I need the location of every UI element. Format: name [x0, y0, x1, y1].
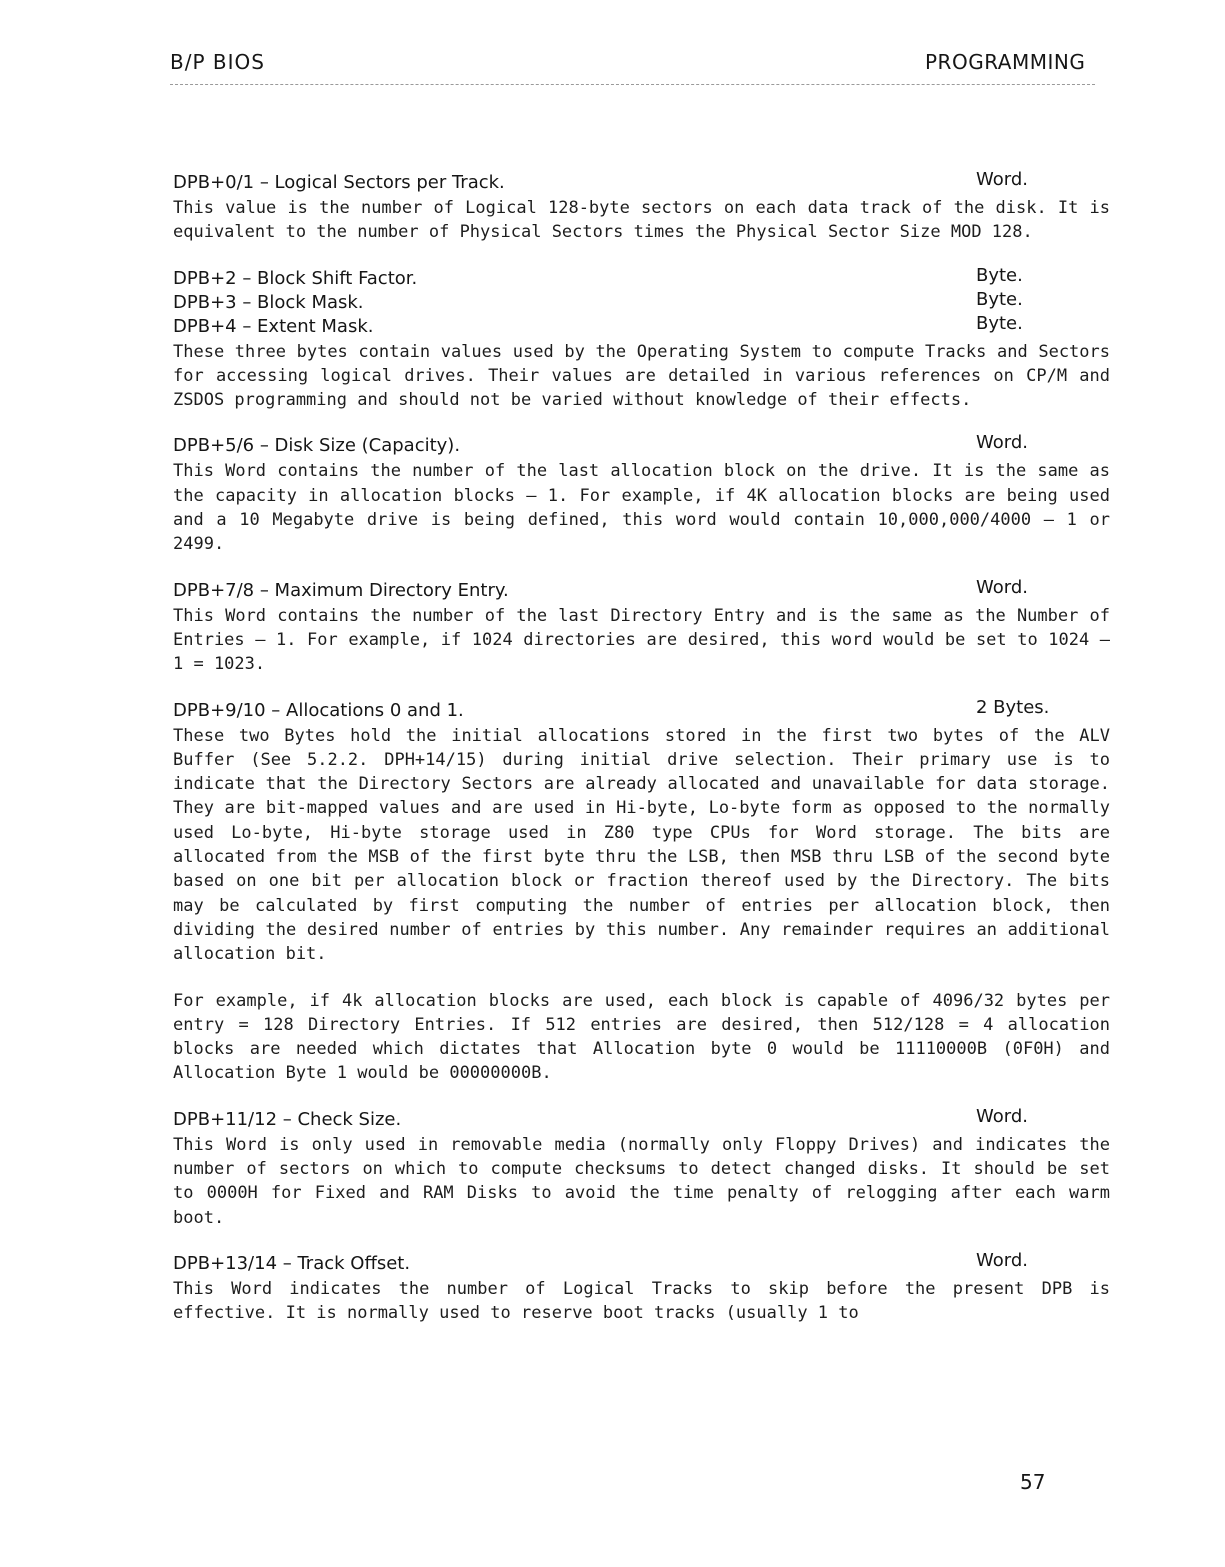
- body-paragraph: This value is the number of Logical 128-byte sectors on each data track of the disk. It is equivalent to the number of Physical Sectors times the Physical Sector Size MOD 128.: [173, 198, 1110, 243]
- entry-heading: [173, 696, 1110, 724]
- field-name: DPB+9/10 – Allocations 0 and 1.: [173, 699, 464, 721]
- dpb-entry: [173, 1105, 1110, 1230]
- entry-heading: [173, 432, 1110, 459]
- entry-heading: [173, 312, 1110, 340]
- field-name: DPB+13/14 – Track Offset.: [173, 1252, 411, 1274]
- field-size: Byte.: [976, 288, 1023, 310]
- running-header-right: PROGRAMMING: [925, 50, 1086, 74]
- field-size: Word.: [976, 576, 1028, 598]
- field-name: DPB+0/1 – Logical Sectors per Track.: [173, 172, 505, 193]
- field-name: DPB+7/8 – Maximum Directory Entry.: [173, 579, 509, 601]
- field-size: Word.: [976, 432, 1028, 454]
- body-paragraph: This Word contains the number of the last Directory Entry and is the same as the Number of Entries – 1. For example, if 1024 directories are desired, this word would be set to 1024 – 1 = 1023.: [173, 605, 1110, 675]
- field-name: DPB+5/6 – Disk Size (Capacity).: [173, 435, 461, 457]
- field-name: DPB+4 – Extent Mask.: [173, 315, 374, 337]
- field-size: Word.: [976, 1249, 1028, 1271]
- field-size: Byte.: [976, 264, 1023, 286]
- field-size: Word.: [976, 1105, 1028, 1127]
- field-name: DPB+2 – Block Shift Factor.: [173, 267, 418, 289]
- entry-heading: [173, 1249, 1110, 1277]
- body-paragraph: These two Bytes hold the initial allocations stored in the first two bytes of the ALV Buffer (See 5.2.2. DPH+14/15) during initial drive selection. Their primary use is to indicate that the Directory Sectors are already allocated and unavailable for data storage. They are bit-mapped values and are used in Hi-byte, Lo-byte form as opposed to the normally used Lo-byte, Hi-byte storage used in Z80 type CPUs for Word storage. The bits are allocated from the MSB of the first byte thru the LSB, then MSB thru LSB of the second byte based on one bit per allocation block or fraction thereof used by the Directory. The bits may be calculated by first computing the number of entries per allocation block, then dividing the desired number of entries by this number. Any remainder requires an additional allocation bit.: [173, 725, 1110, 965]
- header-divider: [170, 84, 1095, 85]
- field-name: DPB+11/12 – Check Size.: [173, 1108, 402, 1130]
- dpb-entry: [173, 169, 1110, 245]
- page-body: [173, 169, 1110, 1349]
- page-number: 57: [1020, 1470, 1046, 1494]
- body-paragraph: These three bytes contain values used by the Operating System to compute Tracks and Sectors for accessing logical drives. Their values are detailed in various references on CP/M and ZSDOS programming and should not be varied without knowledge of their effects.: [173, 341, 1110, 411]
- field-size: Word.: [976, 169, 1028, 190]
- entry-heading: [173, 288, 1110, 316]
- entry-heading: [173, 1105, 1110, 1133]
- field-size: 2 Bytes.: [976, 696, 1050, 718]
- body-paragraph: For example, if 4k allocation blocks are used, each block is capable of 4096/32 bytes per entry = 128 Directory Entries. If 512 entries are desired, then 512/128 = 4 allocation blocks are needed which dictates that Allocation byte 0 would be 11110000B (0F0H) and Allocation Byte 1 would be 00000000B.: [173, 990, 1110, 1084]
- body-paragraph: This Word is only used in removable media (normally only Floppy Drives) and indicates the number of sectors on which to compute checksums to detect changed disks. It should be set to 0000H for Fixed and RAM Disks to avoid the time penalty of relogging after each warm boot.: [173, 1134, 1110, 1228]
- entry-heading: [173, 576, 1110, 604]
- field-name: DPB+3 – Block Mask.: [173, 291, 364, 313]
- body-paragraph: This Word contains the number of the last allocation block on the drive. It is the same as the capacity in allocation blocks – 1. For example, if 4K allocation blocks are being used and a 10 Megabyte drive is being defined, this word would contain 10,000,000/4000 – 1 or 2499.: [173, 461, 1110, 555]
- entry-heading: [173, 169, 1110, 196]
- dpb-entry: [173, 1249, 1110, 1326]
- dpb-entry: [173, 696, 1110, 1086]
- dpb-entry: [173, 264, 1110, 413]
- dpb-entry: [173, 576, 1110, 677]
- field-size: Byte.: [976, 312, 1023, 334]
- entry-heading: [173, 264, 1110, 292]
- running-header-left: B/P BIOS: [170, 50, 265, 74]
- body-paragraph: This Word indicates the number of Logical Tracks to skip before the present DPB is effective. It is normally used to reserve boot tracks (usually 1 to: [173, 1278, 1110, 1324]
- dpb-entry: [173, 432, 1110, 556]
